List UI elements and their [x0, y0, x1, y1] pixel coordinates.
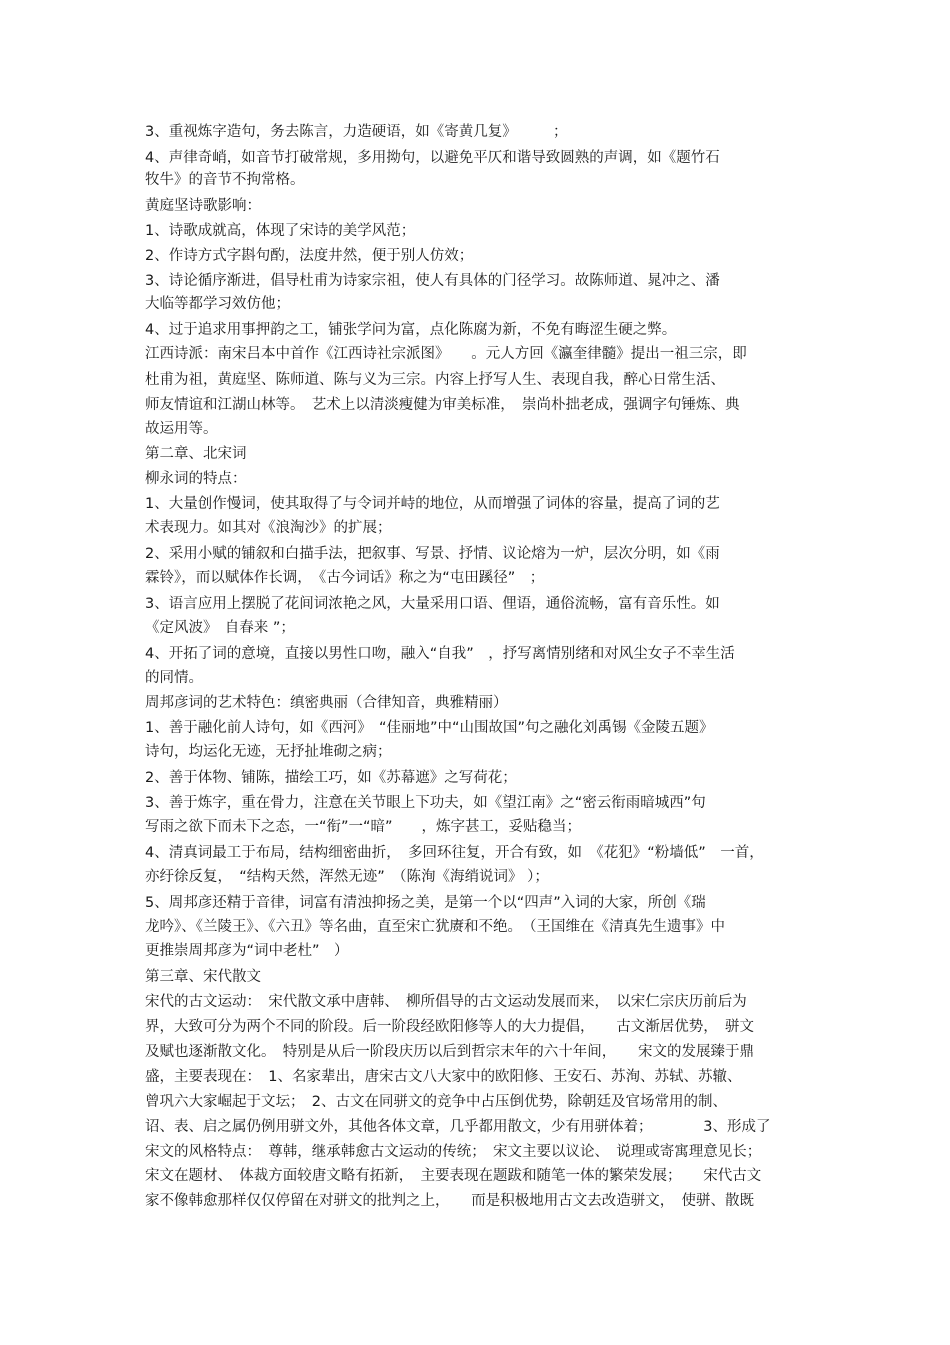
text-line: 4、清真词最工于布局，结构细密曲折， 多回环往复，开合有致，如 《花犯》“粉墙低” 一首， [145, 845, 764, 861]
text-line: 盛，主要表现在： 1、名家辈出，唐宋古文八大家中的欧阳修、王安石、苏洵、苏轼、苏辙、 [145, 1069, 742, 1085]
text-line: 《定风波》 自春来 ”； [145, 620, 295, 636]
text-line: 1、大量创作慢词，使其取得了与令词并峙的地位，从而增强了词体的容量，提高了词的艺 [145, 496, 720, 512]
text-line: 4、声律奇峭，如音节打破常规，多用拗句，以避免平仄和谐导致圆熟的声调，如《题竹石 [145, 150, 720, 166]
text-line: 牧牛》的音节不拘常格。 [145, 172, 305, 188]
text-line: 3、语言应用上摆脱了花间词浓艳之风，大量采用口语、俚语，通俗流畅，富有音乐性。如 [145, 596, 720, 612]
section-heading: 柳永词的特点： [145, 471, 247, 487]
text-line: 宋代的古文运动： 宋代散文承中唐韩、 柳所倡导的古文运动发展而来， 以宋仁宗庆历前后为 [145, 994, 747, 1010]
text-line: 5、周邦彦还精于音律，词富有清浊抑扬之美，是第一个以“四声”入词的大家，所创《瑞 [145, 895, 706, 911]
text-line: 的同情。 [145, 670, 203, 686]
text-line: 界，大致可分为两个不同的阶段。后一阶段经欧阳修等人的大力提倡， 古文渐居优势， 骈文 [145, 1019, 754, 1035]
text-line: 亦纡徐反复， “结构天然，浑然无迹” （陈洵《海绡说词》 ）； [145, 869, 549, 885]
text-line: 2、采用小赋的铺叙和白描手法，把叙事、写景、抒情、议论熔为一炉，层次分明，如《雨 [145, 546, 720, 562]
text-line: 杜甫为祖，黄庭坚、陈师道、陈与义为三宗。内容上抒写人生、表现自我，醉心日常生活、 [145, 372, 725, 388]
text-line: 宋文的风格特点： 尊韩，继承韩愈古文运动的传统； 宋文主要以议论、 说理或寄寓理意见长； [145, 1144, 762, 1160]
text-line: 2、善于体物、铺陈，描绘工巧，如《苏幕遮》之写荷花； [145, 770, 517, 786]
text-line: 霖铃》，而以赋体作长调， 《古今词话》称之为“屯田蹊径” ； [145, 570, 545, 586]
text-line: 诗句，均运化无迹，无抒扯堆砌之病； [145, 744, 392, 760]
text-line: 4、过于追求用事押韵之工，铺张学问为富，点化陈腐为新，不免有晦涩生硬之弊。 [145, 322, 677, 338]
text-line: 写雨之欲下而未下之态，一“衔”一“暗” ，炼字甚工，妥贴稳当； [145, 819, 582, 835]
text-line: 3、善于炼字，重在骨力，注意在关节眼上下功夫，如《望江南》之“密云衔雨暗城西”句 [145, 795, 706, 811]
text-line: 诏、表、启之属仍例用骈文外，其他各体文章，几乎都用散文，少有用骈体着； 3、形成了 [145, 1119, 771, 1135]
text-line: 1、诗歌成就高，体现了宋诗的美学风范； [145, 223, 416, 239]
text-line: 4、开拓了词的意境，直接以男性口吻，融入“自我” ，抒写离情别绪和对风尘女子不幸生活 [145, 646, 735, 662]
section-heading: 黄庭坚诗歌影响： [145, 198, 261, 214]
text-line: 2、作诗方式字斟句酌，法度井然，便于别人仿效； [145, 248, 474, 264]
text-line: 术表现力。如其对《浪淘沙》的扩展； [145, 520, 392, 536]
text-line: 龙吟》、《兰陵王》、《六丑》等名曲，直至宋亡犹赓和不绝。 （王国维在《清真先生遗事》中 [145, 919, 725, 935]
text-line: 大临等都学习效仿他； [145, 296, 290, 312]
text-line: 师友情谊和江湖山林等。 艺术上以清淡瘦健为审美标准， 崇尚朴拙老成，强调字句锤炼、典 [145, 397, 740, 413]
text-line: 1、善于融化前人诗句，如《西河》 “佳丽地”中“山围故国”句之融化刘禹锡《金陵五题》 [145, 720, 714, 736]
text-line: 3、重视炼字造句，务去陈言，力造硬语，如《寄黄几复》 ； [145, 124, 568, 140]
text-line: 家不像韩愈那样仅仅停留在对骈文的批判之上， 而是积极地用古文去改造骈文， 使骈、散既 [145, 1193, 754, 1209]
text-line: 更推崇周邦彦为“词中老杜” ） [145, 943, 349, 959]
text-line: 曾巩六大家崛起于文坛； 2、古文在同骈文的竞争中占压倒优势，除朝廷及官场常用的制、 [145, 1094, 727, 1110]
text-line: 江西诗派：南宋吕本中首作《江西诗社宗派图》 。元人方回《瀛奎律髓》提出一祖三宗，即 [145, 346, 747, 362]
chapter-heading: 第三章、宋代散文 [145, 969, 261, 985]
text-line: 宋文在题材、 体裁方面较唐文略有拓新， 主要表现在题跋和随笔一体的繁荣发展； 宋代古文 [145, 1168, 762, 1184]
text-line: 3、诗论循序渐进，倡导杜甫为诗家宗祖，使人有具体的门径学习。故陈师道、晁冲之、潘 [145, 273, 720, 289]
text-line: 故运用等。 [145, 421, 218, 437]
text-line: 及赋也逐渐散文化。 特别是从后一阶段庆历以后到哲宗末年的六十年间， 宋文的发展臻于鼎 [145, 1044, 754, 1060]
section-heading: 周邦彦词的艺术特色：缜密典丽（合律知音，典雅精丽） [145, 695, 508, 711]
chapter-heading: 第二章、北宋词 [145, 446, 247, 462]
